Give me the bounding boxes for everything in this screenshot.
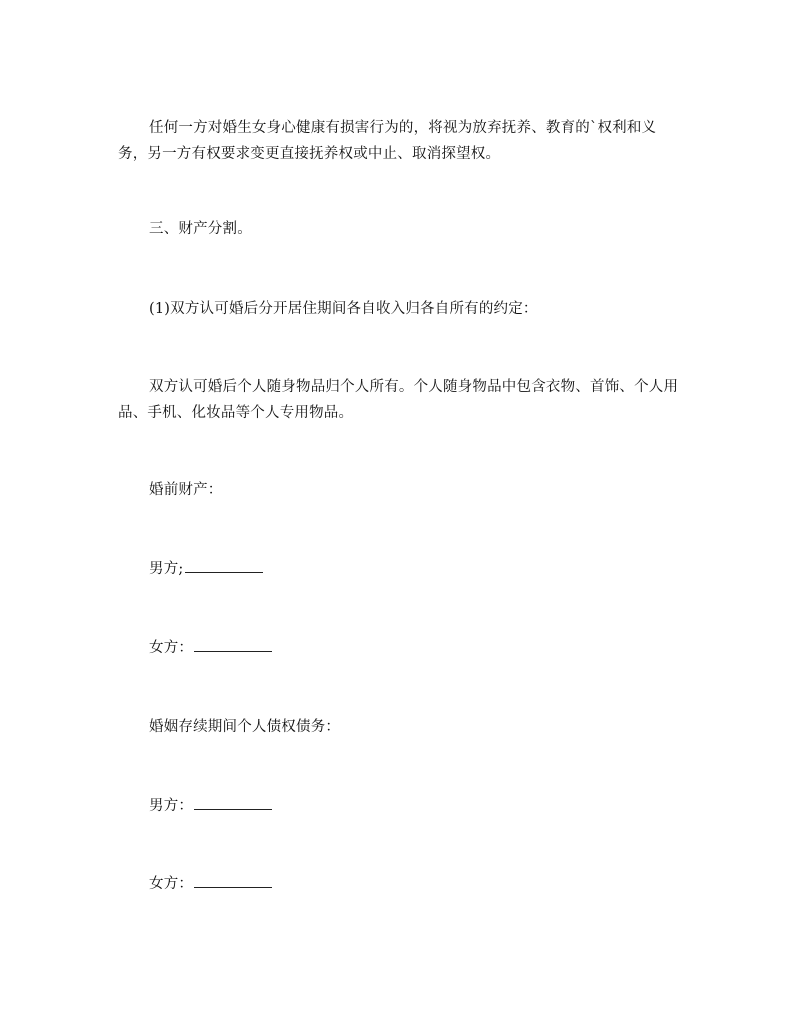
paragraph-text: 婚前财产： bbox=[149, 482, 223, 498]
fill-in-blank-line[interactable] bbox=[194, 875, 272, 888]
paragraph-personal-belongings bbox=[118, 374, 684, 426]
field-label: 女方： bbox=[149, 640, 194, 656]
field-husband-premarital bbox=[118, 556, 684, 582]
field-label: 男方： bbox=[149, 798, 194, 814]
paragraph-income-agreement bbox=[118, 296, 684, 322]
section-heading-property-division bbox=[118, 216, 684, 242]
field-wife-premarital bbox=[118, 635, 684, 661]
fill-in-blank-line[interactable] bbox=[194, 639, 272, 652]
paragraph-text: 婚姻存续期间个人债权债务： bbox=[149, 719, 341, 735]
field-label: 男方; bbox=[149, 561, 184, 577]
heading-marital-debts bbox=[118, 714, 684, 740]
fill-in-blank-line[interactable] bbox=[185, 560, 263, 573]
field-wife-debts bbox=[118, 871, 684, 897]
fill-in-blank-line[interactable] bbox=[194, 797, 272, 810]
paragraph-text: (1)双方认可婚后分开居住期间各自收入归各自所有的约定： bbox=[149, 301, 538, 317]
paragraph-text: 双方认可婚后个人随身物品归个人所有。个人随身物品中包含衣物、首饰、个人用品、手机、化妆品等个人专用物品。 bbox=[118, 379, 679, 421]
field-label: 女方： bbox=[149, 876, 194, 892]
field-husband-debts bbox=[118, 793, 684, 819]
paragraph-text: 任何一方对婚生女身心健康有损害行为的，将视为放弃抚养、教育的`权利和义务，另一方有权要求变更直接抚养权或中止、取消探望权。 bbox=[118, 120, 657, 162]
paragraph-damage-clause bbox=[118, 115, 684, 167]
heading-premarital-property bbox=[118, 477, 684, 503]
paragraph-text: 三、财产分割。 bbox=[149, 221, 252, 237]
